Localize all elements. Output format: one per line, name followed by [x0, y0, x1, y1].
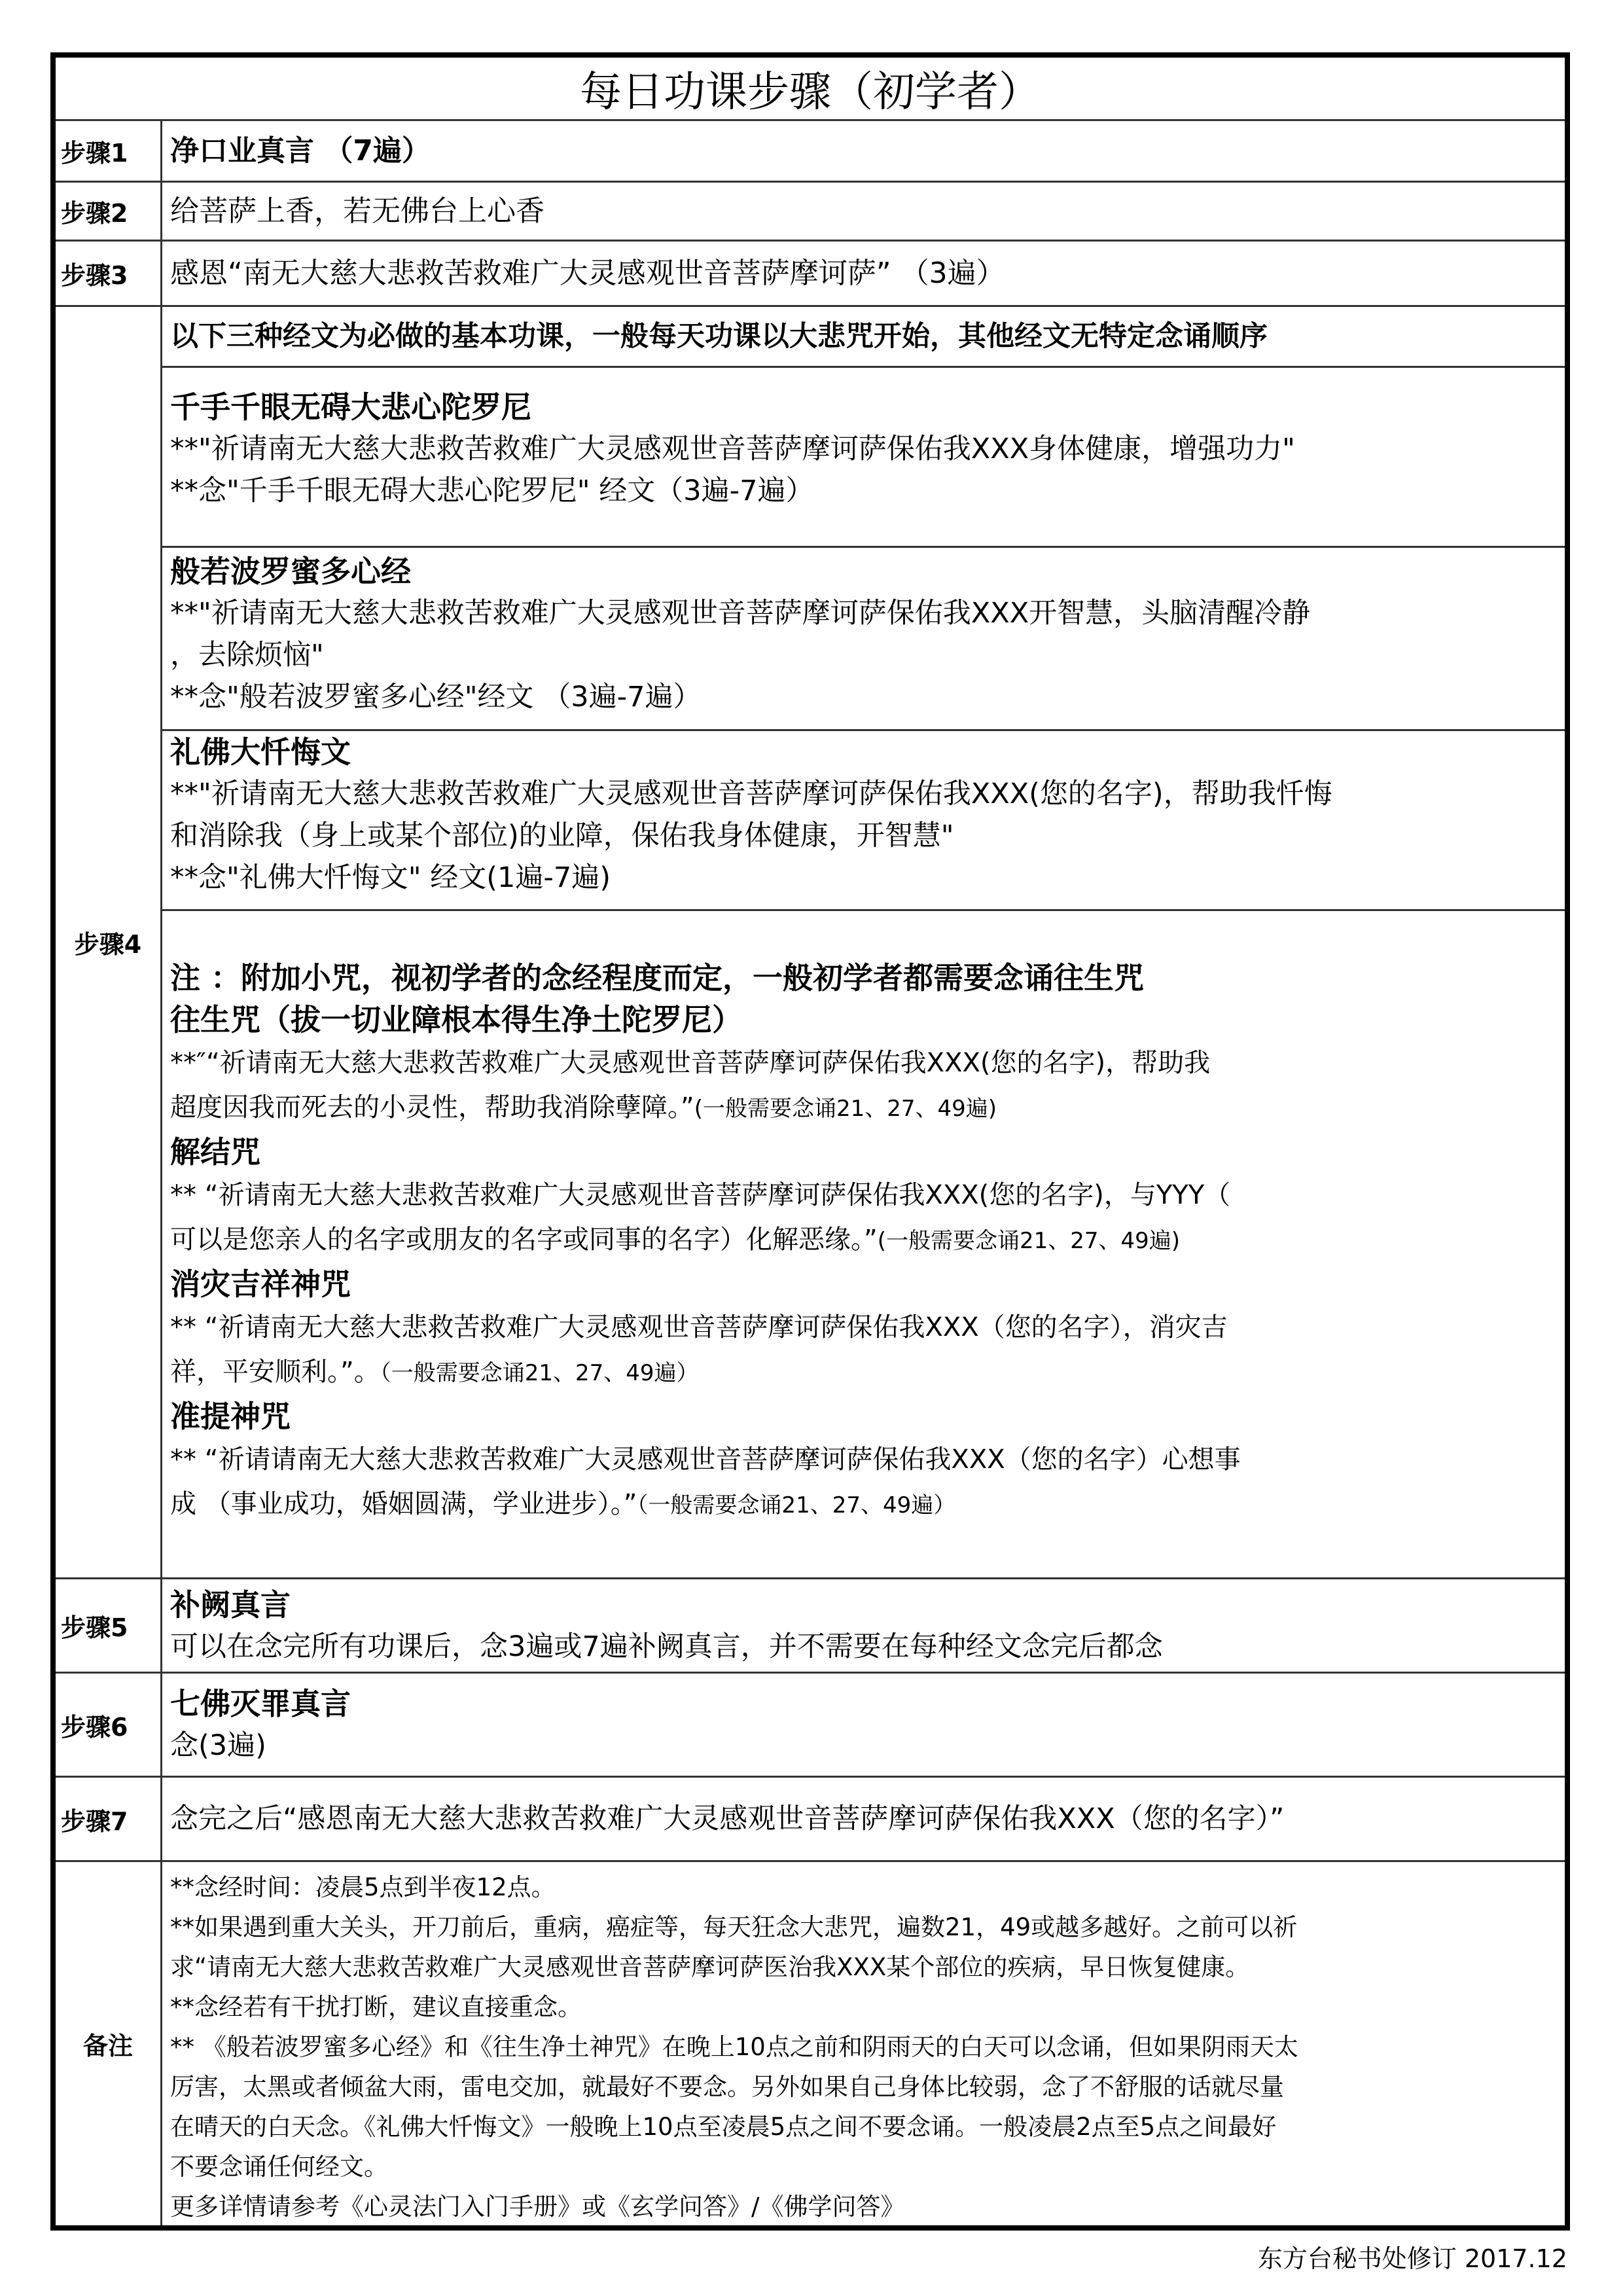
mantra-count: （一般需要念诵21、27、49遍）	[637, 1492, 956, 1518]
section-heading: 礼佛大忏悔文	[170, 734, 351, 770]
step-2-text: 给菩萨上香，若无佛台上心香	[170, 194, 544, 228]
remark-line: 不要念诵任何经文。	[170, 2153, 388, 2181]
section-line: **"祈请南无大慈大悲救苦救难广大灵感观世音菩萨摩诃萨保佑我XXX身体健康，增强功力"	[170, 433, 1295, 465]
section-line: **念"千手千眼无碍大悲心陀罗尼" 经文（3遍-7遍）	[170, 475, 814, 507]
step-5-label: 步骤5	[56, 1579, 162, 1672]
step-4-row	[56, 305, 1565, 1577]
mantra-count: (一般需要念诵21、27、49遍)	[877, 1228, 1181, 1254]
step-2-row	[56, 181, 1565, 240]
step-7-label: 步骤7	[56, 1778, 162, 1860]
remarks-content	[162, 1862, 1565, 2225]
step-3-label: 步骤3	[56, 242, 162, 305]
step-6-text: 念(3遍)	[170, 1729, 266, 1762]
mantra-line	[170, 1217, 1561, 1263]
mantra-line: ** “祈请请南无大慈大悲救苦救难广大灵感观世音菩萨摩诃萨保佑我XXX（您的名字）心想事	[170, 1444, 1241, 1475]
step-1-text: 净口业真言 （7遍）	[170, 134, 431, 168]
remarks-label: 备注	[56, 1862, 162, 2225]
step-2-label: 步骤2	[56, 183, 162, 240]
revision-footer: 东方台秘书处修订 2017.12	[1257, 2244, 1567, 2273]
remark-line: 求“请南无大慈大悲救苦救难广大灵感观世音菩萨摩诃萨医治我XXX某个部位的疾病，早日恢复健康。	[170, 1953, 1250, 1981]
mantra-line	[170, 1085, 1561, 1131]
section-line: **念"礼佛大忏悔文" 经文(1遍-7遍)	[170, 861, 611, 894]
remark-line: **如果遇到重大关头，开刀前后，重病，癌症等，每天狂念大悲咒，遍数21，49或越多越好。之前可以祈	[170, 1913, 1298, 1941]
remark-line: 更多详情请参考《心灵法门入门手册》或《玄学问答》/《佛学问答》	[170, 2193, 905, 2221]
step-1-label: 步骤1	[56, 121, 162, 181]
remark-line: ** 《般若波罗蜜多心经》和《往生净土神咒》在晚上10点之前和阴雨天的白天可以念诵，但如果阴雨天太	[170, 2033, 1298, 2061]
intro-text: 以下三种经文为必做的基本功课，一般每天功课以大悲咒开始，其他经文无特定念诵顺序	[170, 320, 1268, 353]
step-7-text: 念完之后“感恩南无大慈大悲救苦救难广大灵感观世音菩萨摩诃萨保佑我XXX（您的名字）”	[170, 1803, 1285, 1835]
daily-practice-table	[50, 52, 1570, 2231]
mantra-line	[170, 1350, 1561, 1395]
section-line: **"祈请南无大慈大悲救苦救难广大灵感观世音菩萨摩诃萨保佑我XXX(您的名字)，帮助我忏悔	[170, 778, 1332, 810]
step-4-label: 步骤4	[56, 307, 162, 1577]
step-4-intro	[162, 307, 1565, 366]
title-row	[56, 58, 1565, 119]
mantra-line-text: 祥，平安顺利。”。	[170, 1357, 380, 1387]
step-1-content	[162, 121, 1565, 181]
section-xinjing	[162, 546, 1565, 729]
step-6-row	[56, 1672, 1565, 1776]
remarks-row	[56, 1860, 1565, 2225]
section-line: ，去除烦恼"	[170, 639, 324, 672]
step-6-heading: 七佛灭罪真言	[170, 1686, 351, 1721]
step-3-content	[162, 242, 1565, 305]
section-heading: 般若波罗蜜多心经	[170, 554, 411, 589]
mantra-line-text: 可以是您亲人的名字或朋友的名字或同事的名字）化解恶缘。”	[170, 1225, 878, 1255]
section-line: **念"般若波罗蜜多心经"经文 （3遍-7遍）	[170, 681, 702, 713]
section-extra-mantras	[162, 909, 1565, 1579]
step-5-row	[56, 1577, 1565, 1672]
section-heading: 千手千眼无碍大悲心陀罗尼	[170, 389, 531, 425]
step-5-heading: 补阙真言	[170, 1587, 291, 1623]
step-5-content	[162, 1579, 1565, 1672]
mantra-line: **″“祈请南无大慈大悲救苦救难广大灵感观世音菩萨摩诃萨保佑我XXX(您的名字)，帮助我	[170, 1048, 1211, 1078]
step-3-text: 感恩“南无大慈大悲救苦救难广大灵感观世音菩萨摩诃萨” （3遍）	[170, 256, 1005, 290]
section-line: 和消除我（身上或某个部位)的业障，保佑我身体健康，开智慧"	[170, 819, 954, 852]
step-3-row	[56, 240, 1565, 305]
mantra-heading: 往生咒（拔一切业障根本得生净土陀罗尼）	[170, 1002, 742, 1037]
step-5-text: 可以在念完所有功课后，念3遍或7遍补阙真言，并不需要在每种经文念完后都念	[170, 1630, 1163, 1663]
step-2-content	[162, 183, 1565, 240]
mantra-line	[170, 1482, 1561, 1528]
step-6-content	[162, 1674, 1565, 1776]
mantra-heading: 解结咒	[170, 1134, 260, 1170]
mantra-count: （一般需要念诵21、27、49遍）	[380, 1360, 699, 1386]
remark-line: 在晴天的白天念。《礼佛大忏悔文》一般晚上10点至凌晨5点之间不要念诵。一般凌晨2点至5点之间最好	[170, 2113, 1277, 2141]
mantra-line: ** “祈请南无大慈大悲救苦救难广大灵感观世音菩萨摩诃萨保佑我XXX（您的名字），消灾吉	[170, 1312, 1228, 1342]
section-chanhui	[162, 729, 1565, 909]
remark-line: **念经时间：凌晨5点到半夜12点。	[170, 1873, 556, 1901]
mantra-heading: 准提神咒	[170, 1399, 291, 1434]
mantra-line: ** “祈请南无大慈大悲救苦救难广大灵感观世音菩萨摩诃萨保佑我XXX(您的名字)，与YYY（	[170, 1180, 1231, 1210]
remark-line: 厉害，太黑或者倾盆大雨，雷电交加，就最好不要念。另外如果自己身体比较弱，念了不舒服的话就尽量	[170, 2073, 1284, 2101]
step-1-row	[56, 119, 1565, 181]
step-4-content	[162, 307, 1565, 1577]
note-heading: 注 ：附加小咒，视初学者的念经程度而定，一般初学者都需要念诵往生咒	[170, 960, 1145, 996]
mantra-heading: 消灾吉祥神咒	[170, 1266, 351, 1302]
step-7-content	[162, 1778, 1565, 1860]
step-7-row	[56, 1776, 1565, 1860]
remark-line: **念经若有干扰打断，建议直接重念。	[170, 1993, 582, 2021]
page-title: 每日功课步骤（初学者）	[580, 68, 1041, 117]
step-6-label: 步骤6	[56, 1674, 162, 1776]
mantra-line-text: 成 （事业成功，婚姻圆满，学业进步）。”	[170, 1489, 637, 1519]
section-line: **"祈请南无大慈大悲救苦救难广大灵感观世音菩萨摩诃萨保佑我XXX开智慧，头脑清醒冷静	[170, 597, 1311, 630]
section-dabei	[162, 366, 1565, 546]
mantra-count: (一般需要念诵21、27、49遍)	[694, 1096, 997, 1122]
mantra-line-text: 超度因我而死去的小灵性，帮助我消除孽障。”	[170, 1092, 694, 1122]
